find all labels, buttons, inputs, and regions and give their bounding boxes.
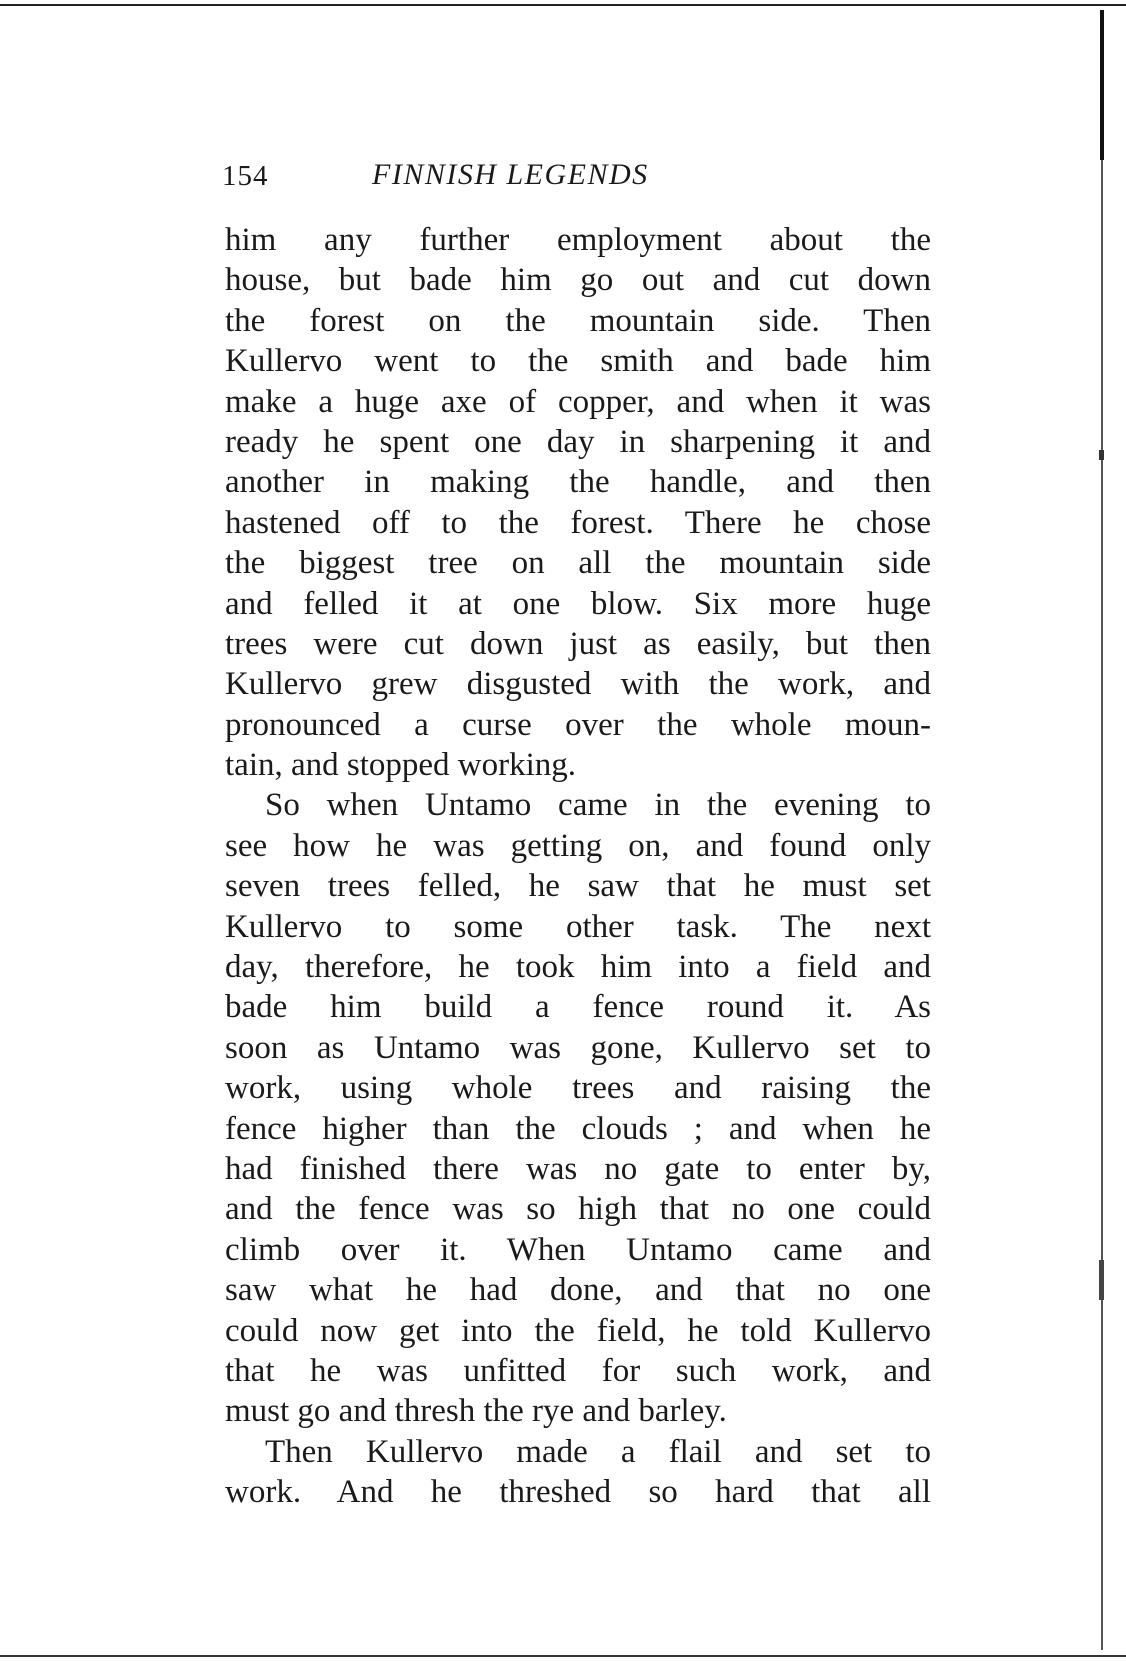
paragraph-1 <box>225 220 931 785</box>
running-title: FINNISH LEGENDS <box>372 158 649 191</box>
text-line: could now get into the field, he told Kullervo <box>225 1312 931 1349</box>
text-line: So when Untamo came in the evening to <box>265 787 931 824</box>
text-line: soon as Untamo was gone, Kullervo set to <box>225 1029 931 1066</box>
text-line: house, but bade him go out and cut down <box>225 262 931 299</box>
page-number: 154 <box>222 160 269 192</box>
running-head <box>222 160 742 200</box>
text-line: make a huge axe of copper, and when it was <box>225 383 931 420</box>
text-line: the forest on the mountain side. Then <box>225 302 931 339</box>
text-line: day, therefore, he took him into a field and <box>225 949 931 986</box>
text-line: hastened off to the forest. There he chose <box>225 504 931 541</box>
text-line: see how he was getting on, and found only <box>225 827 931 864</box>
text-line: Kullervo to some other task. The next <box>225 908 931 945</box>
paragraph-3 <box>225 1432 931 1513</box>
body-text <box>225 220 931 1513</box>
page-edge-shadow <box>1098 10 1108 1650</box>
top-border-line <box>0 4 1126 6</box>
text-line: ready he spent one day in sharpening it and <box>225 423 931 460</box>
text-line: Kullervo went to the smith and bade him <box>225 343 931 380</box>
text-line: him any further employment about the <box>225 222 931 258</box>
text-line: bade him build a fence round it. As <box>225 989 931 1026</box>
text-line: must go and thresh the rye and barley. <box>225 1393 727 1430</box>
text-line: had finished there was no gate to enter by, <box>225 1150 931 1187</box>
text-line: seven trees felled, he saw that he must set <box>225 868 931 905</box>
text-line: and the fence was so high that no one could <box>225 1191 931 1228</box>
text-line: climb over it. When Untamo came and <box>225 1231 931 1268</box>
text-line: pronounced a curse over the whole moun- <box>225 706 931 743</box>
text-line: and felled it at one blow. Six more huge <box>225 585 931 622</box>
text-line: work. And he threshed so hard that all <box>225 1474 931 1511</box>
text-line: that he was unfitted for such work, and <box>225 1352 931 1389</box>
text-line: trees were cut down just as easily, but then <box>225 625 931 662</box>
text-line: saw what he had done, and that no one <box>225 1272 931 1309</box>
text-line: Kullervo grew disgusted with the work, and <box>225 666 931 703</box>
text-line: Then Kullervo made a flail and set to <box>265 1433 931 1470</box>
text-line: fence higher than the clouds ; and when he <box>225 1110 931 1147</box>
text-line: another in making the handle, and then <box>225 464 931 501</box>
text-line: tain, and stopped working. <box>225 747 577 784</box>
text-line: work, using whole trees and raising the <box>225 1070 931 1107</box>
text-line: the biggest tree on all the mountain side <box>225 545 931 582</box>
bottom-border-line <box>0 1655 1126 1657</box>
paragraph-2 <box>225 785 931 1431</box>
